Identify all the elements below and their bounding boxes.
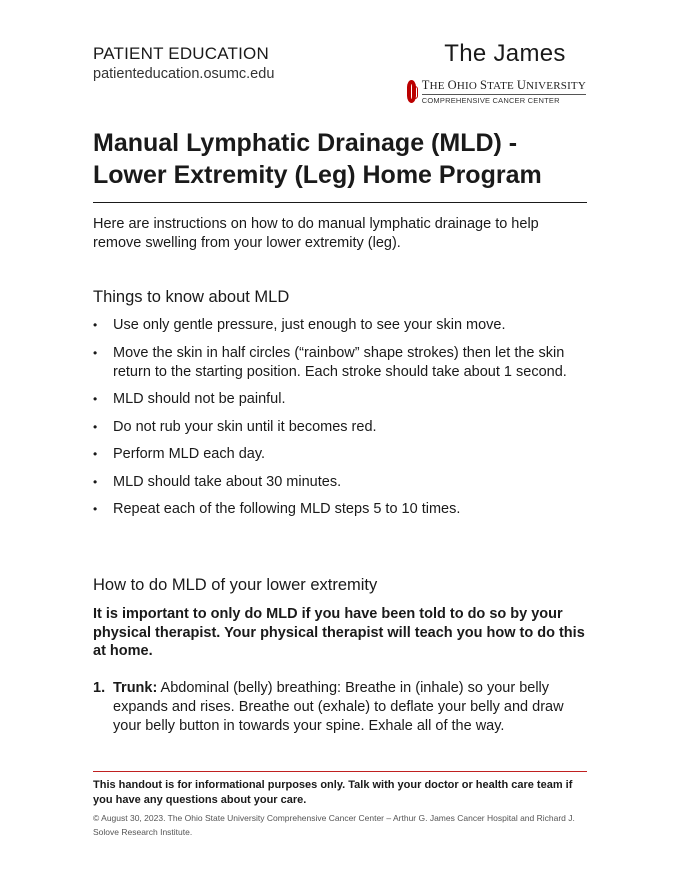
- the-james-logo: [400, 40, 586, 105]
- list-item: • Do not rub your skin until it becomes red.: [93, 418, 587, 437]
- page-title: Manual Lymphatic Drainage (MLD) - Lower Extremity (Leg) Home Program: [93, 129, 542, 189]
- footer-copyright: © August 30, 2023. The Ohio State University Comprehensive Cancer Center – Arthur G. James Cancer Hospital and Richard J. Solove Research Institute.: [93, 813, 575, 837]
- step-text: Abdominal (belly) breathing: Breathe in (inhale) so your belly expands and rises. Breathe out (exhale) to deflate your belly and draw your belly button in towards your spine. Exhale all of the way.: [113, 680, 564, 734]
- step-number: 1.: [93, 680, 106, 696]
- block-o-icon: [407, 80, 416, 103]
- logo-university-row: [400, 78, 586, 105]
- list-item: • Repeat each of the following MLD steps 5 to 10 times.: [93, 500, 587, 519]
- list-item: • Move the skin in half circles (“rainbow” shape strokes) then let the skin return to the starting position. Each stroke should take about 1 second.: [93, 344, 587, 382]
- steps-list: [93, 679, 587, 736]
- logo-text: [422, 78, 586, 105]
- things-to-know-heading: Things to know about MLD: [93, 288, 290, 306]
- list-item: • Perform MLD each day.: [93, 445, 587, 464]
- header-left: [93, 44, 274, 82]
- step-lead: Trunk:: [113, 680, 158, 696]
- logo-name: The James: [444, 40, 566, 67]
- section-label: PATIENT EDUCATION: [93, 44, 269, 63]
- footer-divider: [93, 771, 587, 772]
- how-to-heading: How to do MLD of your lower extremity: [93, 576, 378, 594]
- logo-center-name: COMPREHENSIVE CANCER CENTER: [421, 96, 560, 105]
- list-item: • MLD should take about 30 minutes.: [93, 473, 587, 492]
- things-to-know-list: [93, 316, 587, 528]
- list-item: • MLD should not be painful.: [93, 390, 587, 409]
- title-divider: [93, 202, 587, 203]
- intro-paragraph: Here are instructions on how to do manual lymphatic drainage to help remove swelling from your lower extremity (leg).: [93, 216, 539, 251]
- step-item: [93, 679, 587, 736]
- footer-disclaimer: This handout is for informational purposes only. Talk with your doctor or health care team if you have any questions about your care.: [93, 779, 573, 806]
- logo-university-name: THE OHIO STATE UNIVERSITY: [422, 78, 586, 95]
- site-url[interactable]: patienteducation.osumc.edu: [93, 66, 275, 82]
- warning-paragraph: It is important to only do MLD if you have been told to do so by your physical therapist. Your physical therapist will teach you how to do this at home.: [93, 606, 585, 659]
- list-item: • Use only gentle pressure, just enough to see your skin move.: [93, 316, 587, 335]
